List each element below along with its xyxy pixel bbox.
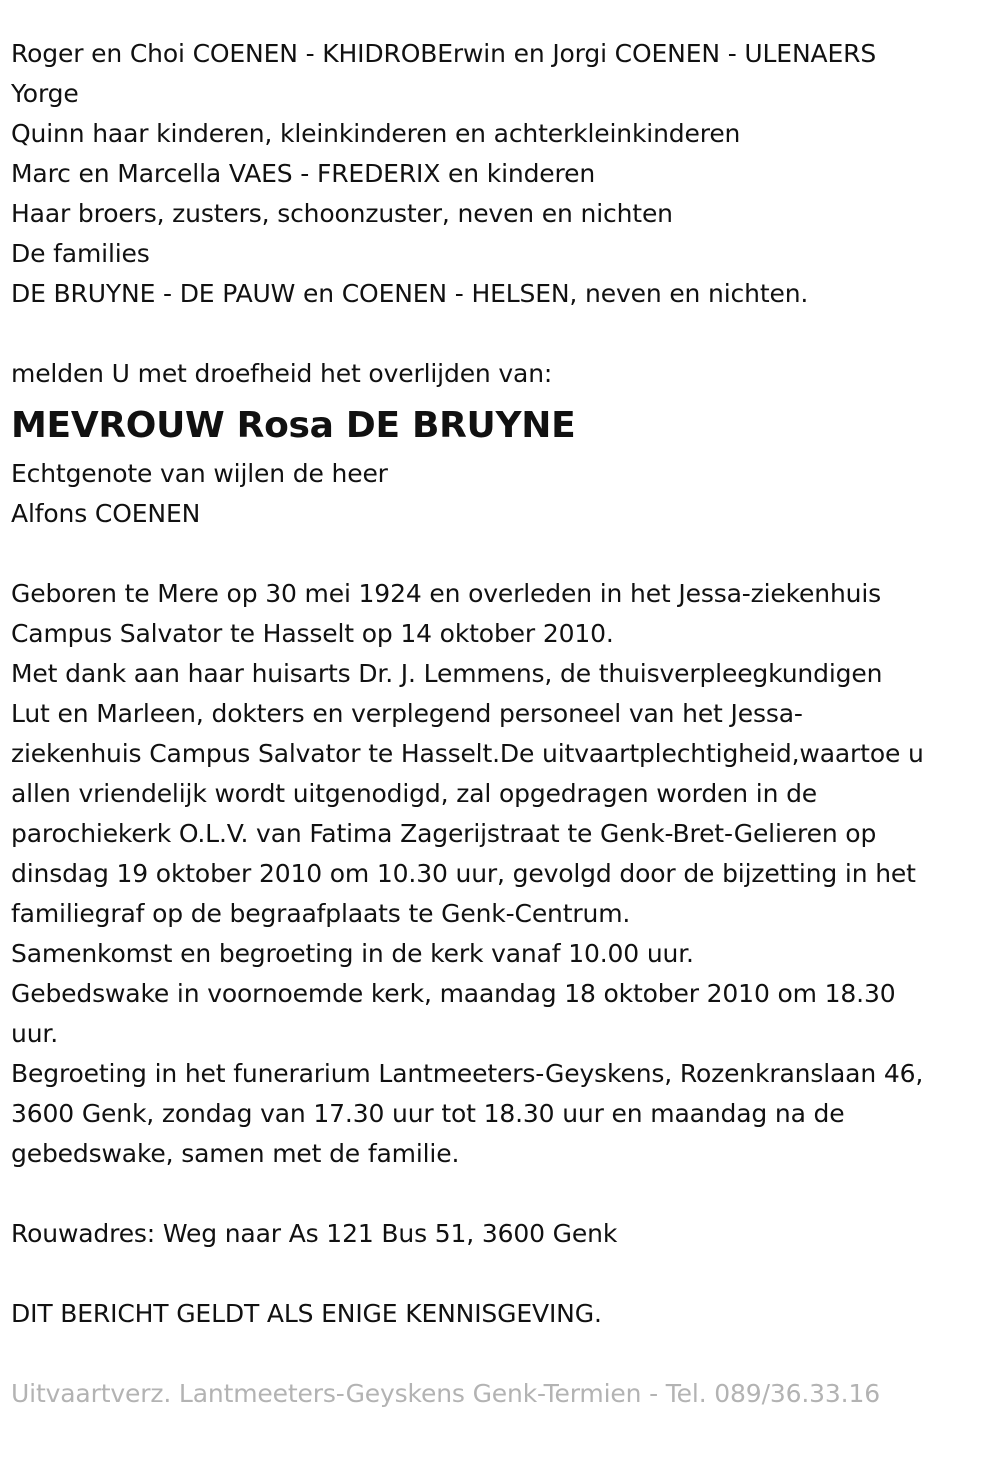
family-line: Yorge [11, 79, 79, 108]
family-list [11, 34, 993, 314]
obituary-document [11, 34, 993, 1414]
family-line: DE BRUYNE - DE PAUW en COENEN - HELSEN, neven en nichten. [11, 279, 809, 308]
spacer [11, 1174, 993, 1214]
details-line: ziekenhuis Campus Salvator te Hasselt.De uitvaartplechtigheid,waartoe u [11, 739, 924, 768]
details-line: gebedswake, samen met de familie. [11, 1139, 460, 1168]
details-line: Samenkomst en begroeting in de kerk vanaf 10.00 uur. [11, 939, 694, 968]
family-line: Marc en Marcella VAES - FREDERIX en kinderen [11, 159, 596, 188]
details-line: Begroeting in het funerarium Lantmeeters-Geyskens, Rozenkranslaan 46, [11, 1059, 924, 1088]
details-line: uur. [11, 1019, 59, 1048]
spacer [11, 314, 993, 354]
family-line: De families [11, 239, 150, 268]
details-line: Geboren te Mere op 30 mei 1924 en overleden in het Jessa-ziekenhuis [11, 579, 882, 608]
details-line: 3600 Genk, zondag van 17.30 uur tot 18.30 uur en maandag na de [11, 1099, 845, 1128]
family-line: Haar broers, zusters, schoonzuster, neven en nichten [11, 199, 673, 228]
details-line: Gebedswake in voornoemde kerk, maandag 18 oktober 2010 om 18.30 [11, 979, 896, 1008]
announcement-text: melden U met droefheid het overlijden van: [11, 359, 553, 388]
details-line: Lut en Marleen, dokters en verplegend personeel van het Jessa- [11, 699, 803, 728]
details-line: allen vriendelijk wordt uitgenodigd, zal opgedragen worden in de [11, 779, 818, 808]
deceased-name: MEVROUW Rosa DE BRUYNE [11, 405, 576, 446]
spacer [11, 1334, 993, 1374]
details-paragraph [11, 574, 993, 1174]
spacer [11, 534, 993, 574]
funeral-home-footer: Uitvaartverz. Lantmeeters-Geyskens Genk-Termien - Tel. 089/36.33.16 [11, 1379, 880, 1408]
family-line: Quinn haar kinderen, kleinkinderen en achterkleinkinderen [11, 119, 741, 148]
spouse-line: Echtgenote van wijlen de heer [11, 459, 388, 488]
details-line: Campus Salvator te Hasselt op 14 oktober 2010. [11, 619, 614, 648]
family-line: Roger en Choi COENEN - KHIDROBErwin en Jorgi COENEN - ULENAERS [11, 39, 877, 68]
spacer [11, 1254, 993, 1294]
details-line: parochiekerk O.L.V. van Fatima Zagerijstraat te Genk-Bret-Gelieren op [11, 819, 877, 848]
spouse-name: Alfons COENEN [11, 499, 201, 528]
details-line: dinsdag 19 oktober 2010 om 10.30 uur, gevolgd door de bijzetting in het [11, 859, 916, 888]
notice-text: DIT BERICHT GELDT ALS ENIGE KENNISGEVING. [11, 1299, 602, 1328]
details-line: Met dank aan haar huisarts Dr. J. Lemmens, de thuisverpleegkundigen [11, 659, 883, 688]
mourning-address: Rouwadres: Weg naar As 121 Bus 51, 3600 Genk [11, 1219, 618, 1248]
details-line: familiegraf op de begraafplaats te Genk-Centrum. [11, 899, 631, 928]
